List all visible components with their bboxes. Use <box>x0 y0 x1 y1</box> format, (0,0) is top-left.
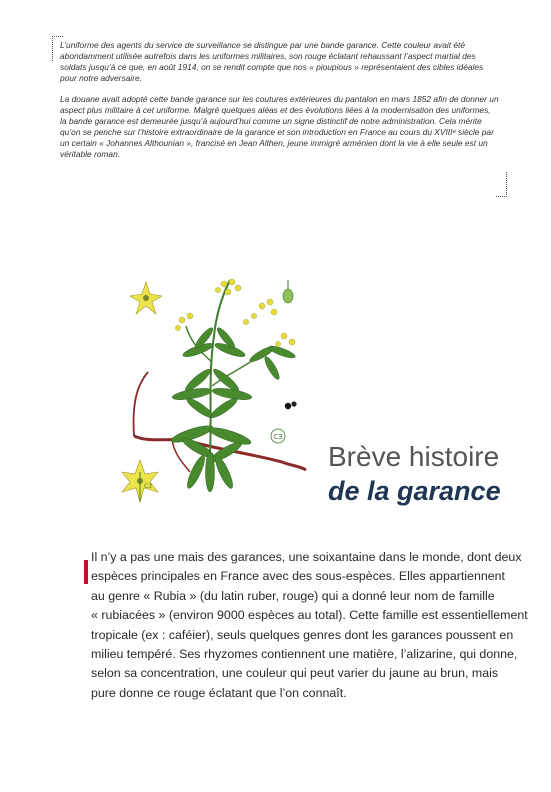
intro-paragraph-1 <box>60 40 506 84</box>
body-line: tropicale (ex : caféier), seuls quelques genres dont les garances poussent en <box>91 627 514 642</box>
dotted-bracket-bottom-right <box>496 172 507 197</box>
intro-line: pour notre adversaire. <box>60 73 142 83</box>
bud-detail <box>283 280 293 303</box>
svg-text:C3: C3 <box>273 433 283 441</box>
intro-line: abondamment utilisée autrefois dans les uniformes militaires, son rouge éclatant rehaussant l’aspect martial des <box>60 51 476 61</box>
garance-plant-illustration <box>112 276 308 512</box>
intro-line: qu’on se penche sur l’histoire extraordinaire de la garance et son introduction en France au cours du XVIIIᵉ siècle par <box>60 127 494 137</box>
body-line: pure donne ce rouge éclatant que l’on connaît. <box>91 685 347 700</box>
title-line-2: de la garance <box>328 476 501 506</box>
title-line-1: Brève histoire <box>328 441 500 472</box>
article-title <box>328 440 538 507</box>
intro-text <box>60 40 506 170</box>
figure-label-2 <box>144 483 152 490</box>
intro-line: L’uniforme des agents du service de surveillance se distingue par une bande garance. Cette couleur avait été <box>60 40 466 50</box>
intro-line: soldats jusqu’à ce que, en août 1914, on se rendit compte que nos « pioupious » représentaient des cibles idéales <box>60 62 484 72</box>
body-line: Il n’y a pas une mais des garances, une soixantaine dans le monde, dont deux <box>91 550 522 564</box>
berry <box>285 403 291 409</box>
intro-line: La douane avait adopté cette bande garance sur les coutures extérieures du pantalon en mars 1852 afin de donner un <box>60 94 499 104</box>
body-line: milieu tempéré. Ses rhyzomes contiennent une matière, l’alizarine, qui donne, <box>91 647 518 662</box>
accent-bar <box>84 560 88 584</box>
body-line: au genre « Rubia » (du latin ruber, rouge) qui a donné leur nom de famille <box>91 588 495 603</box>
intro-line: véritable roman. <box>60 149 121 159</box>
body-line: espèces principales en France avec des sous-espèces. Elles appartiennent <box>91 569 505 584</box>
intro-line: la bande garance est demeurée jusqu’à aujourd’hui comme un signe distinctif de notre administration. Cela mérite <box>60 116 482 126</box>
svg-text:C3: C3 <box>143 483 153 490</box>
berry <box>291 401 296 406</box>
leaf-whorl <box>248 344 296 381</box>
body-text <box>91 548 528 703</box>
flower-cluster <box>175 279 295 347</box>
intro-line: un certain « Johannes Althounian », francisé en Jean Althen, jeune immigré arménien dont la vie à elle seule est un <box>60 138 488 148</box>
flower-center <box>143 295 149 301</box>
intro-line: aspect plus militaire à cet uniforme. Malgré quelques aléas et des évolutions liées à la modernisation des uniformes, <box>60 105 491 115</box>
body-line: selon sa concentration, une couleur qui peut varier du jaune au brun, mais <box>91 666 499 681</box>
intro-paragraph-2 <box>60 94 506 160</box>
root <box>134 372 148 436</box>
body-line: « rubiacées » (environ 9000 espèces au total). Cette famille est essentiellement <box>91 608 528 623</box>
main-stem <box>210 280 230 452</box>
leaf-whorl <box>172 367 253 421</box>
figure-label-1 <box>271 429 285 443</box>
